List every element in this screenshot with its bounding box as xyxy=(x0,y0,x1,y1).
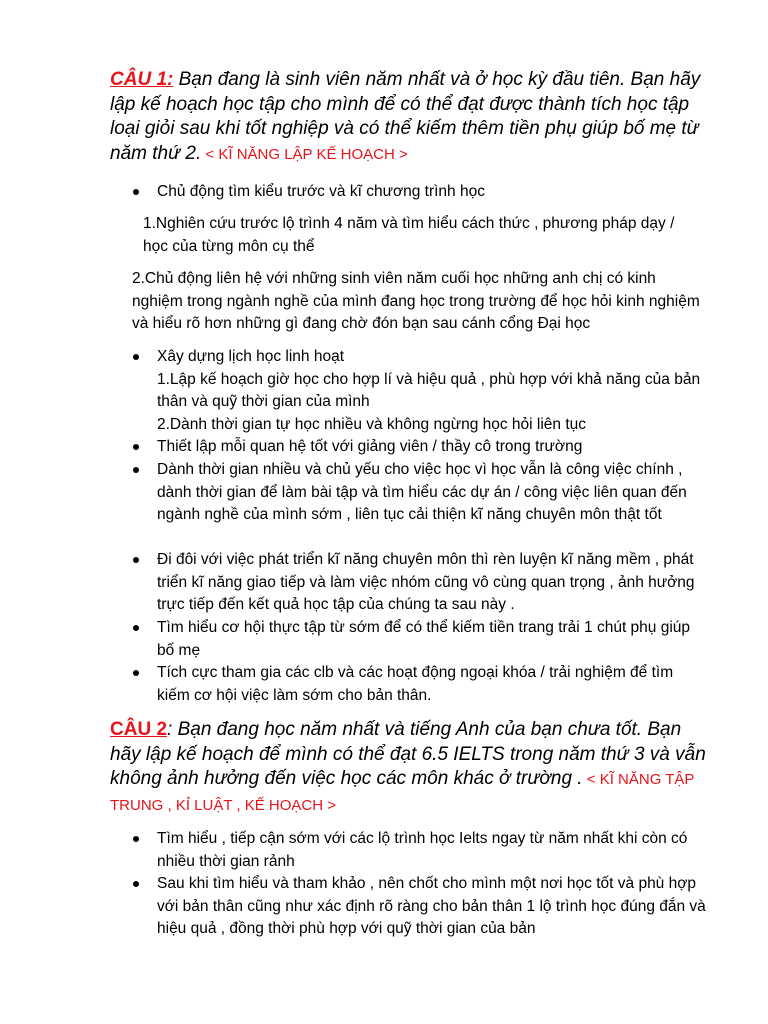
q1-bullet-2-sub-2: 2.Dành thời gian tự học nhiều và không ngừng học hỏi liên tục xyxy=(157,415,587,433)
q1-bullet-6: Tìm hiểu cơ hội thực tập từ sớm để có thể kiếm tiền trang trải 1 chút phụ giúp bố mẹ xyxy=(157,619,691,659)
q1-bullet-2 xyxy=(157,346,707,436)
q2-bullet-2: Sau khi tìm hiểu và tham khảo , nên chốt cho mình một nơi học tốt và phù hợp với bản thân cũng như xác định rõ ràng cho bản thân 1 lộ trình học đúng đắn và hiệu quả , đồng thời phù hợp với quỹ thời gian của bản xyxy=(157,875,706,937)
bullet-dot xyxy=(133,189,139,195)
question-1-skill-tag: < KĨ NĂNG LẬP KẾ HOẠCH > xyxy=(201,145,408,163)
bullet-dot xyxy=(133,836,139,842)
question-2-text: : Bạn đang học năm nhất và tiếng Anh của bạn chưa tốt. Bạn hãy lập kế hoạch để mình có thể đạt 6.5 IELTS trong năm thứ 3 và vẫn không ảnh hưởng đến việc học các môn khác ở trường . xyxy=(110,719,706,789)
question-1-text: Bạn đang là sinh viên năm nhất và ở học kỳ đầu tiên. Bạn hãy lập kế hoạch học tập cho mình để có thể đạt được thành tích học tập loại giỏi sau khi tốt nghiệp và có thể kiếm thêm tiền phụ giúp bố mẹ từ năm thứ 2. xyxy=(110,69,701,164)
question-1 xyxy=(110,68,710,167)
question-1-label: CÂU 1: xyxy=(110,69,174,90)
bullet-dot xyxy=(133,625,139,631)
bullet-dot xyxy=(133,444,139,450)
q1-bullet-5: Đi đôi với việc phát triển kĩ năng chuyên môn thì rèn luyện kĩ năng mềm , phát triển kĩ năng giao tiếp và làm việc nhóm cũng vô cùng quan trọng , ảnh hưởng trực tiếp đến kết quả học tập của chúng ta sau này . xyxy=(157,551,695,613)
question-2-skill-tag: < KĨ NĂNG TẬP TRUNG , KỈ LUẬT , KẾ HOẠCH > xyxy=(110,771,695,814)
bullet-dot xyxy=(133,670,139,676)
q1-para-2: 2.Chủ động liên hệ với những sinh viên năm cuối học những anh chị có kinh nghiệm trong ngành nghề của mình đang học trong trường để học hỏi kinh nghiệm và hiểu rõ hơn những gì đang chờ đón bạn sau cánh cổng Đại học xyxy=(132,270,700,332)
q1-bullet-7: Tích cực tham gia các clb và các hoạt động ngoại khóa / trải nghiệm để tìm kiếm cơ hội việc làm sớm cho bản thân. xyxy=(157,664,674,704)
q1-para-1: 1.Nghiên cứu trước lộ trình 4 năm và tìm hiểu cách thức , phương pháp dạy / học của từng môn cụ thể xyxy=(143,215,675,255)
question-2 xyxy=(110,718,710,818)
q1-bullet-2-sub-1: 1.Lập kế hoạch giờ học cho hợp lí và hiệu quả , phù hợp với khả năng của bản thân và quỹ thời gian của mình xyxy=(157,370,701,410)
bullet-dot xyxy=(133,881,139,887)
bullet-dot xyxy=(133,557,139,563)
question-2-label: CÂU 2 xyxy=(110,719,168,740)
bullet-dot xyxy=(133,354,139,360)
q2-bullet-1: Tìm hiểu , tiếp cận sớm với các lộ trình học Ielts ngay từ năm nhất khi còn có nhiều thời gian rảnh xyxy=(157,830,688,870)
q1-bullet-4: Dành thời gian nhiều và chủ yếu cho việc học vì học vẫn là công việc chính , dành thời gian để làm bài tập và tìm hiểu các dự án / công việc liên quan đến ngành nghề của mình sớm , liên tục cải thiện kĩ năng chuyên môn thật tốt xyxy=(157,461,687,523)
q1-bullet-2-title: Xây dựng lịch học linh hoạt xyxy=(157,348,345,365)
q1-bullet-1: Chủ động tìm kiểu trước và kĩ chương trình học xyxy=(157,183,485,200)
q1-bullet-3: Thiết lập mỗi quan hệ tốt với giảng viên / thầy cô trong trường xyxy=(157,438,583,455)
bullet-dot xyxy=(133,467,139,473)
